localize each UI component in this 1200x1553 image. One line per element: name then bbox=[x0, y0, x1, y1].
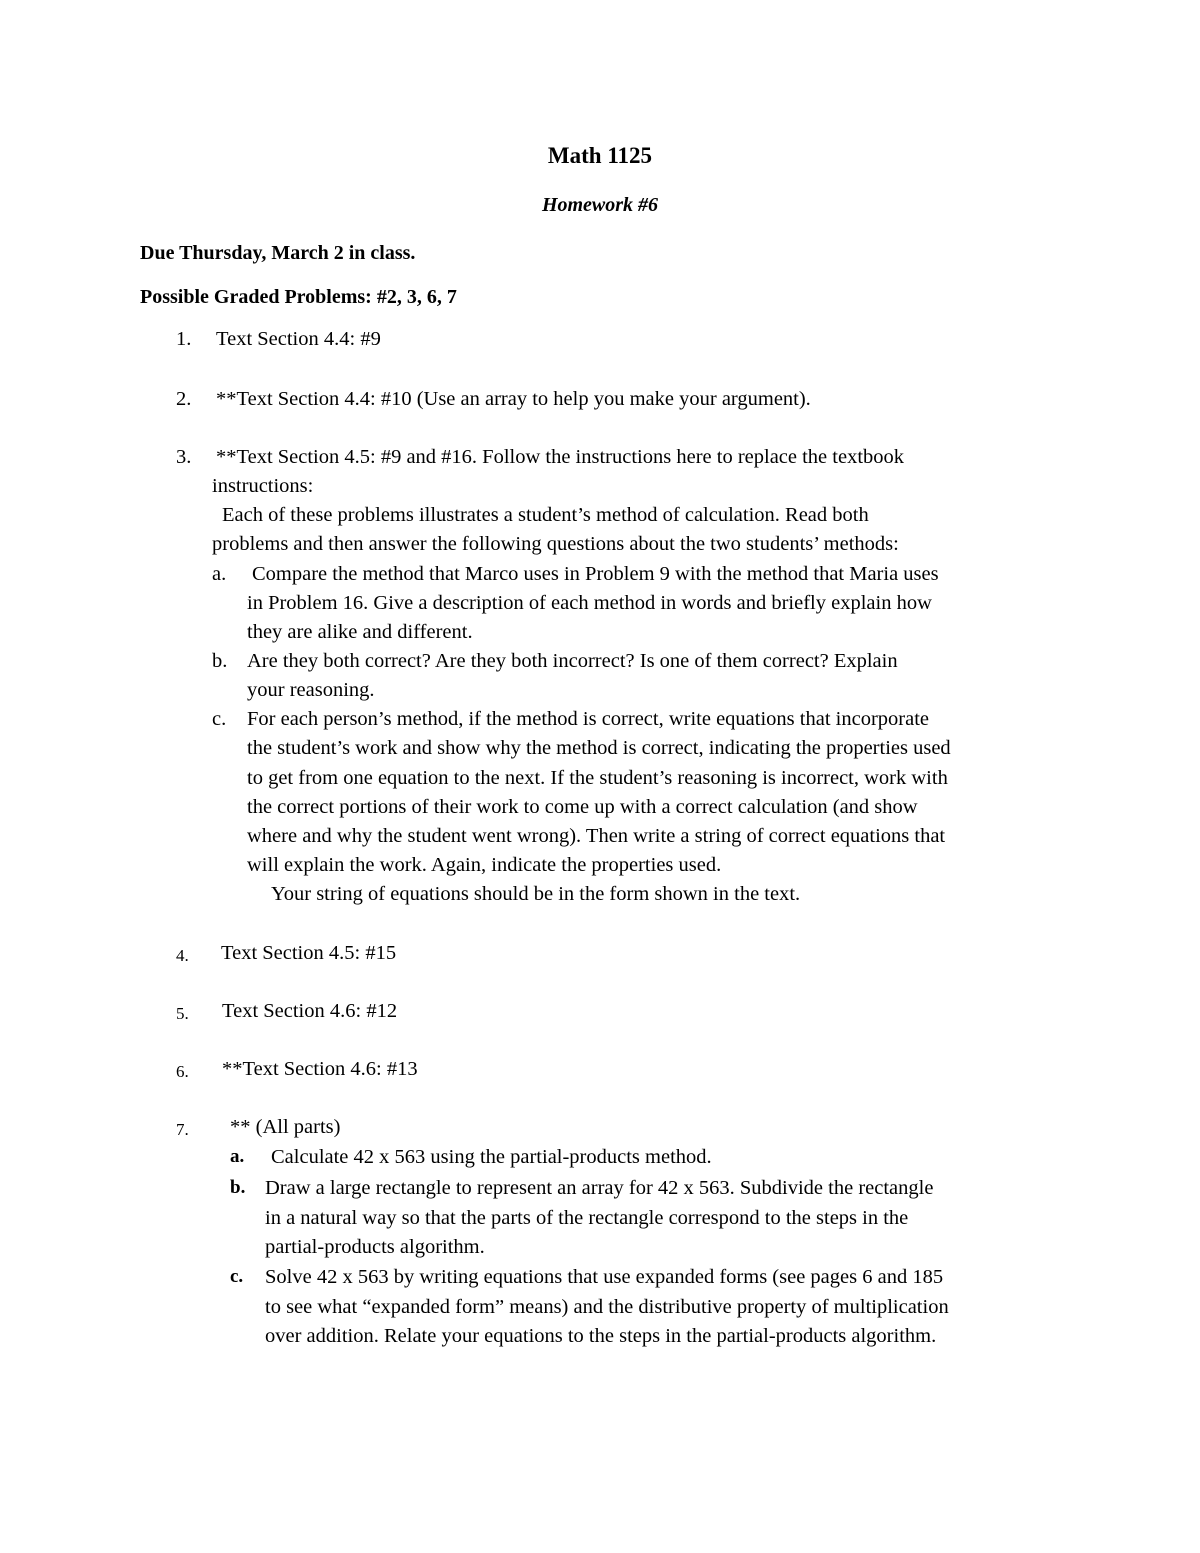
subitem-text-line: to see what “expanded form” means) and the distributive property of multiplication bbox=[265, 1296, 949, 1318]
subitem-label: b. bbox=[230, 1177, 246, 1198]
subitem-text-line: Are they both correct? Are they both incorrect? Is one of them correct? Explain bbox=[247, 650, 898, 672]
item-text-line: instructions: bbox=[212, 475, 314, 497]
subitem-text-line: where and why the student went wrong). Then write a string of correct equations that bbox=[247, 825, 946, 847]
subitem-text-line: will explain the work. Again, indicate the properties used. bbox=[247, 854, 722, 876]
item-text: **Text Section 4.4: #10 (Use an array to help you make your argument). bbox=[216, 388, 811, 410]
item-number: 2. bbox=[176, 388, 192, 410]
item-text-line: Each of these problems illustrates a student’s method of calculation. Read both bbox=[222, 504, 869, 526]
subitem-label: a. bbox=[212, 563, 227, 585]
subitem-text-line: Draw a large rectangle to represent an array for 42 x 563. Subdivide the rectangle bbox=[265, 1177, 934, 1199]
subitem-label: c. bbox=[212, 708, 227, 730]
subitem-label: a. bbox=[230, 1146, 245, 1167]
item-text: ** (All parts) bbox=[230, 1116, 341, 1138]
item-text: Text Section 4.4: #9 bbox=[216, 328, 381, 350]
page-title: Math 1125 bbox=[547, 143, 653, 168]
subitem-text-line: to get from one equation to the next. If the student’s reasoning is incorrect, work with bbox=[247, 767, 948, 789]
subitem-text-line: Solve 42 x 563 by writing equations that use expanded forms (see pages 6 and 185 bbox=[265, 1266, 944, 1288]
subitem-text-line: partial-products algorithm. bbox=[265, 1236, 485, 1258]
subitem-text-line: the correct portions of their work to come up with a correct calculation (and show bbox=[247, 796, 918, 818]
item-number: 7. bbox=[176, 1120, 189, 1139]
subitem-text-line: Compare the method that Marco uses in Problem 9 with the method that Maria uses bbox=[252, 563, 939, 585]
subitem-text-line: in a natural way so that the parts of the rectangle correspond to the steps in the bbox=[265, 1207, 909, 1229]
graded-problems: Possible Graded Problems: #2, 3, 6, 7 bbox=[140, 286, 457, 308]
item-number: 4. bbox=[176, 946, 189, 965]
item-text-line: problems and then answer the following questions about the two students’ methods: bbox=[212, 533, 899, 555]
item-text: **Text Section 4.6: #13 bbox=[222, 1058, 418, 1080]
subitem-text-line: Your string of equations should be in the form shown in the text. bbox=[271, 883, 801, 905]
item-text-line: **Text Section 4.5: #9 and #16. Follow the instructions here to replace the textbook bbox=[216, 446, 905, 468]
subitem-text-line: the student’s work and show why the method is correct, indicating the properties used bbox=[247, 737, 951, 759]
subitem-text-line: they are alike and different. bbox=[247, 621, 473, 643]
item-text: Text Section 4.6: #12 bbox=[222, 1000, 398, 1022]
item-number: 1. bbox=[176, 328, 192, 350]
subitem-label: b. bbox=[212, 650, 228, 672]
subitem-label: c. bbox=[230, 1266, 244, 1287]
subitem-text-line: For each person’s method, if the method is correct, write equations that incorporate bbox=[247, 708, 929, 730]
subitem-text-line: in Problem 16. Give a description of each method in words and briefly explain how bbox=[247, 592, 932, 614]
item-number: 3. bbox=[176, 446, 192, 468]
item-number: 6. bbox=[176, 1062, 189, 1081]
item-number: 5. bbox=[176, 1004, 189, 1023]
page-subtitle: Homework #6 bbox=[541, 194, 659, 216]
subitem-text-line: Calculate 42 x 563 using the partial-products method. bbox=[271, 1146, 712, 1168]
subitem-text-line: over addition. Relate your equations to the steps in the partial-products algorithm. bbox=[265, 1325, 937, 1347]
due-date: Due Thursday, March 2 in class. bbox=[140, 242, 416, 264]
item-text: Text Section 4.5: #15 bbox=[221, 942, 397, 964]
subitem-text-line: your reasoning. bbox=[247, 679, 375, 701]
